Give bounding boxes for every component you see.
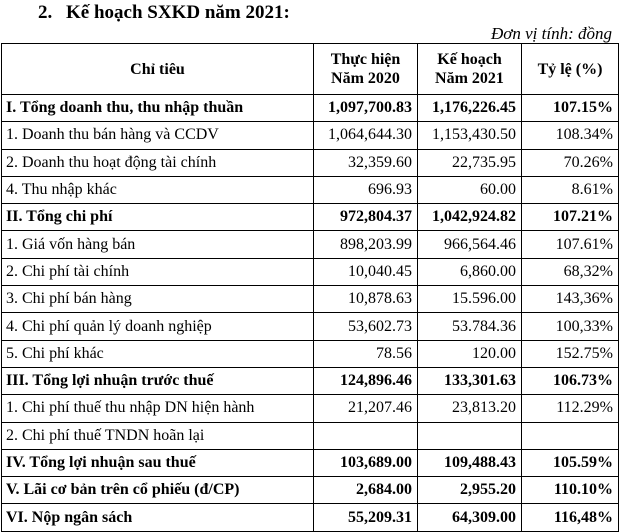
table-row <box>2 313 619 340</box>
row-plan-2021: 1,153,430.50 <box>418 122 522 149</box>
row-label: 2. Chi phí tài chính <box>2 258 314 285</box>
row-actual-2020: 10,878.63 <box>314 286 418 313</box>
row-label: 1. Doanh thu bán hàng và CCDV <box>2 122 314 149</box>
row-actual-2020: 53,602.73 <box>314 313 418 340</box>
table-row <box>2 504 619 531</box>
row-plan-2021: 22,735.95 <box>418 149 522 176</box>
row-actual-2020: 78.56 <box>314 340 418 367</box>
table-row <box>2 122 619 149</box>
row-ratio: 152.75% <box>522 340 619 367</box>
row-actual-2020: 124,896.46 <box>314 367 418 394</box>
table-row <box>2 449 619 476</box>
row-actual-2020: 1,097,700.83 <box>314 95 418 122</box>
row-ratio: 100,33% <box>522 313 619 340</box>
row-label: 2. Chi phí thuế TNDN hoãn lại <box>2 422 314 449</box>
table-row <box>2 204 619 231</box>
row-plan-2021: 109,488.43 <box>418 449 522 476</box>
row-ratio: 107.61% <box>522 231 619 258</box>
unit-note: Đơn vị tính: đồng <box>491 24 612 43</box>
table-row <box>2 176 619 203</box>
row-ratio: 70.26% <box>522 149 619 176</box>
header-plan-line2: Năm 2021 <box>435 70 504 87</box>
table-row <box>2 95 619 122</box>
row-ratio: 106.73% <box>522 367 619 394</box>
row-plan-2021: 1,042,924.82 <box>418 204 522 231</box>
table-body <box>2 95 619 532</box>
row-label: VI. Nộp ngân sách <box>2 504 314 531</box>
row-actual-2020: 32,359.60 <box>314 149 418 176</box>
row-label: 5. Chi phí khác <box>2 340 314 367</box>
row-plan-2021: 15.596.00 <box>418 286 522 313</box>
header-actual-line2: Năm 2020 <box>331 70 400 87</box>
row-ratio: 68,32% <box>522 258 619 285</box>
section-number: 2. <box>38 2 53 23</box>
row-plan-2021: 133,301.63 <box>418 367 522 394</box>
row-plan-2021: 6,860.00 <box>418 258 522 285</box>
table-row <box>2 286 619 313</box>
row-actual-2020: 972,804.37 <box>314 204 418 231</box>
business-plan-table <box>1 43 619 532</box>
header-indicator: Chỉ tiêu <box>2 44 314 95</box>
row-ratio: 108.34% <box>522 122 619 149</box>
row-label: I. Tổng doanh thu, thu nhập thuần <box>2 95 314 122</box>
row-ratio: 107.15% <box>522 95 619 122</box>
table-header-row <box>2 44 619 95</box>
row-actual-2020: 10,040.45 <box>314 258 418 285</box>
table-row <box>2 477 619 504</box>
row-plan-2021: 120.00 <box>418 340 522 367</box>
row-actual-2020: 898,203.99 <box>314 231 418 258</box>
row-ratio <box>522 422 619 449</box>
table-row <box>2 395 619 422</box>
row-actual-2020: 2,684.00 <box>314 477 418 504</box>
header-actual-2020 <box>314 44 418 95</box>
row-label: 2. Doanh thu hoạt động tài chính <box>2 149 314 176</box>
header-plan-line1: Kế hoạch <box>437 51 502 68</box>
row-ratio: 8.61% <box>522 176 619 203</box>
section-heading <box>38 2 290 24</box>
table-row <box>2 340 619 367</box>
row-plan-2021: 966,564.46 <box>418 231 522 258</box>
row-actual-2020: 696.93 <box>314 176 418 203</box>
row-label: 1. Chi phí thuế thu nhập DN hiện hành <box>2 395 314 422</box>
row-plan-2021: 64,309.00 <box>418 504 522 531</box>
row-actual-2020: 103,689.00 <box>314 449 418 476</box>
header-plan-2021 <box>418 44 522 95</box>
row-label: 1. Giá vốn hàng bán <box>2 231 314 258</box>
row-actual-2020: 55,209.31 <box>314 504 418 531</box>
row-plan-2021: 2,955.20 <box>418 477 522 504</box>
table-row <box>2 258 619 285</box>
row-ratio: 143,36% <box>522 286 619 313</box>
header-actual-line1: Thực hiện <box>330 51 401 68</box>
row-label: IV. Tổng lợi nhuận sau thuế <box>2 449 314 476</box>
table-row <box>2 367 619 394</box>
row-label: V. Lãi cơ bản trên cổ phiếu (đ/CP) <box>2 477 314 504</box>
row-label: 4. Chi phí quản lý doanh nghiệp <box>2 313 314 340</box>
row-plan-2021: 60.00 <box>418 176 522 203</box>
row-ratio: 107.21% <box>522 204 619 231</box>
header-ratio: Tỷ lệ (%) <box>522 44 619 95</box>
row-label: II. Tổng chi phí <box>2 204 314 231</box>
row-ratio: 105.59% <box>522 449 619 476</box>
table-row <box>2 422 619 449</box>
row-ratio: 112.29% <box>522 395 619 422</box>
row-actual-2020 <box>314 422 418 449</box>
row-label: 3. Chi phí bán hàng <box>2 286 314 313</box>
row-label: 4. Thu nhập khác <box>2 176 314 203</box>
row-ratio: 110.10% <box>522 477 619 504</box>
table-row <box>2 149 619 176</box>
row-plan-2021 <box>418 422 522 449</box>
row-plan-2021: 53.784.36 <box>418 313 522 340</box>
row-ratio: 116,48% <box>522 504 619 531</box>
row-actual-2020: 21,207.46 <box>314 395 418 422</box>
table-row <box>2 231 619 258</box>
row-plan-2021: 23,813.20 <box>418 395 522 422</box>
row-plan-2021: 1,176,226.45 <box>418 95 522 122</box>
row-label: III. Tổng lợi nhuận trước thuế <box>2 367 314 394</box>
section-title: Kế hoạch SXKD năm 2021: <box>66 2 290 23</box>
row-actual-2020: 1,064,644.30 <box>314 122 418 149</box>
